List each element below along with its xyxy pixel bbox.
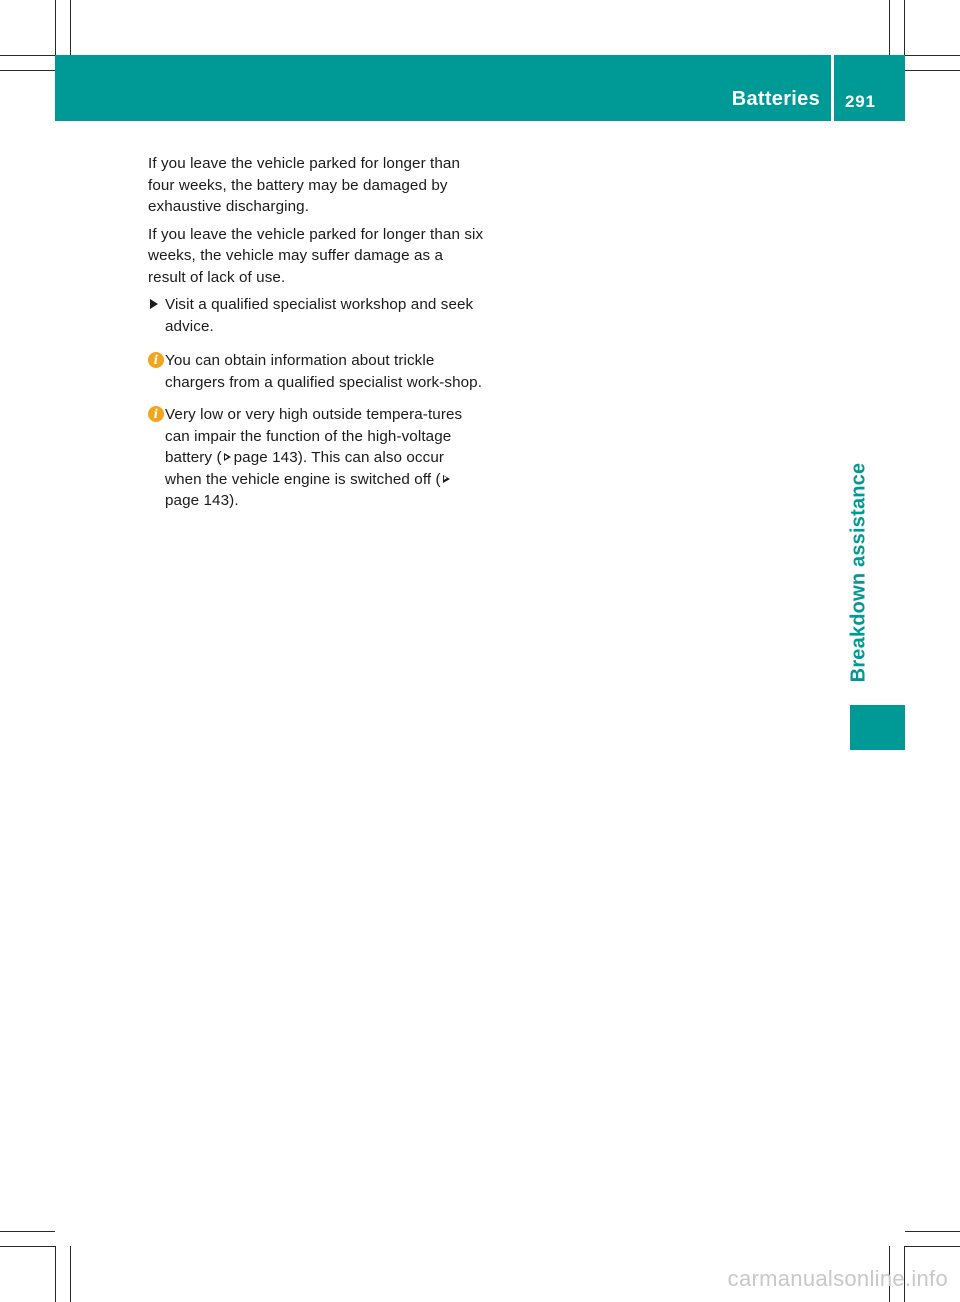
info-note-text: You can obtain information about trickle chargers from a qualified specialist work-shop. (165, 352, 483, 391)
info-icon: i (148, 406, 164, 422)
instruction-step (148, 294, 484, 337)
info-icon: i (148, 352, 164, 368)
page-reference-link[interactable]: page 143 (165, 492, 230, 509)
instruction-arrow-icon (150, 299, 158, 309)
crop-mark (905, 55, 960, 56)
page-reference-icon (224, 453, 231, 461)
side-tab-block (850, 705, 905, 750)
info-note-text: Very low or very high outside tempera-tures can impair the function of the high-voltage battery ( (165, 406, 463, 466)
page-reference-link[interactable]: page 143 (233, 449, 298, 466)
watermark: carmanualsonline.info (727, 1266, 948, 1291)
crop-mark (55, 0, 56, 55)
content-column (148, 153, 484, 523)
instruction-text: Visit a qualified specialist workshop and seek advice. (165, 296, 474, 335)
crop-mark (0, 55, 55, 56)
page-number: 291 (845, 92, 876, 111)
crop-mark (904, 0, 905, 55)
crop-mark (905, 1246, 960, 1247)
side-tab-label: Breakdown assistance (847, 462, 870, 682)
info-note (148, 350, 484, 393)
header-divider (831, 55, 834, 121)
info-note (148, 404, 484, 512)
crop-mark (70, 0, 71, 55)
crop-mark (905, 1231, 960, 1232)
paragraph: If you leave the vehicle parked for longer than six weeks, the vehicle may suffer damage as a result of lack of use. (148, 225, 484, 286)
crop-mark (70, 1246, 71, 1302)
crop-mark (0, 1231, 55, 1232)
crop-mark (55, 1246, 56, 1302)
crop-mark (0, 70, 55, 71)
page-reference-icon (443, 475, 450, 483)
crop-mark (905, 70, 960, 71)
section-title: Batteries (731, 88, 820, 110)
info-note-text: ). (229, 492, 239, 509)
crop-mark (889, 0, 890, 55)
info-note-text: ). This can also occur when the vehicle engine is switched off ( (165, 449, 445, 488)
paragraph: If you leave the vehicle parked for longer than four weeks, the battery may be damaged by exhaustive discharging. (148, 155, 461, 215)
crop-mark (0, 1246, 55, 1247)
side-tab (845, 448, 873, 696)
